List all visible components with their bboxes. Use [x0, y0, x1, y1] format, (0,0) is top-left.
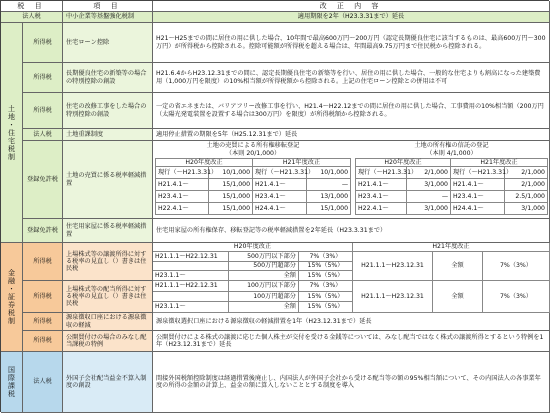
r5-right-r3-c2: H24.4.1〜	[451, 203, 505, 215]
r5-left-r1-c3: —	[307, 179, 351, 191]
r3-item: 住宅の改修工事をした場合の特別控除の創設	[63, 93, 153, 129]
r5-left-r2-c1: 15/1,000	[209, 191, 253, 203]
r8-right-scope: 全額	[433, 281, 483, 313]
r5-right-r0-c0: 現行（〜H21.3.31）	[355, 167, 407, 179]
r11-item: 外国子会社配当益金不算入制度の創設	[63, 352, 153, 413]
r7-left-r0-c2: 7%（3%）	[299, 252, 353, 262]
r7-left-r2-c1: 全額	[229, 271, 299, 281]
category-land-housing: 土地・住宅税制	[1, 23, 23, 243]
r5-left-h20: H20年度改正	[155, 158, 253, 167]
r10-item: 公開買付けの場合のみなし配当課税の特例	[63, 331, 153, 352]
r5-left-r2-c0: H23.4.1〜	[155, 191, 209, 203]
r9-tax: 所得税	[23, 313, 63, 331]
r5-right-r3-c1: 3/1,000	[407, 203, 451, 215]
r6-item: 住宅用家屋に係る税率軽減措置	[63, 219, 153, 243]
r8-left-r0-c2: 7%（3%）	[299, 281, 353, 292]
r7-left-r1-c2: 15%（5%）	[299, 262, 353, 272]
category-finance: 金融・証券税制	[1, 243, 23, 352]
r7-left-r0-c0: H21.1.1〜H22.12.31	[153, 252, 229, 262]
r10-tax: 所得税	[23, 331, 63, 352]
r7-left-r1-c0	[153, 262, 229, 272]
r10-content: 公開買付けによる株式の譲渡に応じた個人株主が交付を受ける金銭等については、みなし配当ではなく株式の譲渡所得とするという特例を1年（H23.12.31まで）延長	[153, 331, 550, 352]
r5-left-r3-c0: H22.4.1〜	[155, 203, 209, 215]
r8-content	[153, 281, 550, 313]
r3-content: 一定の省エネまたは、バリアフリー改修工事を行い、H21.4〜H22.12までの間に居住の用に供した場合、工事費用の10%相当額（200万円（太陽光発電装置を設置する場合は300万円）を限度）が所得税額から控除される。	[153, 93, 550, 129]
r5-left-r3-c2: H24.4.1〜	[253, 203, 307, 215]
r7-left-r2-c0: H23.1.1〜	[153, 271, 229, 281]
corp-tax-label: 法人税	[1, 12, 63, 23]
r5-item: 土地の売買に係る税率軽減措置	[63, 141, 153, 219]
r7-h21: H21年度改正	[353, 243, 550, 252]
r11-content: 間接外国税額控除制度は経過措置後廃止し、内国法人が外国子会社から受ける配当等の額の95%相当額について、その内国法人の各事業年度の所得の金額の計算上、益金の額に算入しないこととする制度を導入	[153, 352, 550, 413]
r5-left-r1-c2: H21.4.1〜	[253, 179, 307, 191]
r5-right-title: 土地の所有権の信託の登記	[414, 141, 489, 149]
r7-h20: H20年度改正	[153, 243, 353, 252]
r5-right-r1-c1: 3/1,000	[407, 179, 451, 191]
r5-left-r0-c0: 現行（〜H21.3.31）	[155, 167, 209, 179]
r5-left-h21: H21年度改正	[253, 158, 351, 167]
r5-left-r1-c0: H21.4.1〜	[155, 179, 209, 191]
r8-right-period: H21.1.1〜H23.12.31	[353, 281, 433, 313]
r2-content: H21.6.4からH23.12.31までの間に、認定長期優良住宅の新築等を行い、居住の用に供した場合、一般的な住宅よりも割高になった建築費用（1,000万円を限度）の10%相当額が所得税額から控除される。上記の住宅ローン控除との併用は不可	[153, 63, 550, 93]
r1-item: 住宅ローン控除	[63, 23, 153, 63]
r5-left-sub: （本則 20/1,000）	[225, 150, 281, 158]
r5-right-r2-c2: H23.4.1〜	[451, 191, 505, 203]
r5-left-title: 土地の売買による所有権移転登記	[206, 141, 300, 149]
r4-item: 土地重課制度	[63, 129, 153, 141]
r7-left-r1-c1: 500万円超部分	[229, 262, 299, 272]
r5-right-r2-c0: H23.4.1〜	[355, 191, 407, 203]
r8-item: 上場株式等の配当所得に対する税率の見直し（）書きは住民税	[63, 281, 153, 313]
r5-right-h20: H20年度改正	[355, 158, 451, 167]
r5-right-r0-c3: 2/1,000	[505, 167, 548, 179]
r5-content	[153, 141, 550, 219]
r5-right-sub: （本則 4/1,000）	[426, 150, 477, 158]
r8-left-r2-c1: 全額	[229, 302, 299, 313]
r5-left-r2-c3: 13/1,000	[307, 191, 351, 203]
r2-item: 長期優良住宅の新築等の場合の特別控除の創設	[63, 63, 153, 93]
header-tax-col: 税 目	[1, 1, 63, 12]
r5-tax: 登録免許税	[23, 141, 63, 219]
r5-left-r0-c3: 10/1,000	[307, 167, 351, 179]
r5-left-r0-c2: 現行（〜H21.3.31）	[253, 167, 307, 179]
r3-tax: 所得税	[23, 93, 63, 129]
r5-left-r0-c1: 10/1,000	[209, 167, 253, 179]
r5-right-r3-c3: 3/1,000	[505, 203, 548, 215]
r8-left-r1-c1: 100万円超部分	[229, 292, 299, 303]
r8-left-r2-c0: H23.1.1〜	[153, 302, 229, 313]
r2-tax: 所得税	[23, 63, 63, 93]
r5-right-h21: H21年度改正	[451, 158, 548, 167]
r6-content: 住宅用家屋の所有権保存、移転登記等の税率軽減措置を2年延長（H23.3.31まで）	[153, 219, 550, 243]
corp-item-label: 中小企業等基盤強化税制	[63, 12, 153, 23]
r9-item: 源泉徴収口座における源泉徴収の軽減	[63, 313, 153, 331]
r4-content: 適用停止措置の期限を5年（H25.12.31まで）延長	[153, 129, 550, 141]
r7-left-r0-c1: 500万円以下部分	[229, 252, 299, 262]
r1-tax: 所得税	[23, 23, 63, 63]
r5-right-r3-c0: H22.4.1〜	[355, 203, 407, 215]
header-item-col: 項 目	[63, 1, 153, 12]
r5-right-r1-c2: H21.4.1〜	[451, 179, 505, 191]
r8-left-r2-c2: 15%（5%）	[299, 302, 353, 313]
r8-left-r1-c0	[153, 292, 229, 303]
r8-tax: 所得税	[23, 281, 63, 313]
r7-content	[153, 243, 550, 281]
r5-right-r1-c0: H21.4.1〜	[355, 179, 407, 191]
r7-item: 上場株式等の譲渡所得に対する税率の見直し（）書きは住民税	[63, 243, 153, 281]
category-international: 国際課税	[1, 352, 23, 413]
r5-left-r2-c2: H23.4.1〜	[253, 191, 307, 203]
r5-left-r3-c1: 15/1,000	[209, 203, 253, 215]
r5-right-r1-c3: 2/1,000	[505, 179, 548, 191]
r8-left-r1-c2: 15%（5%）	[299, 292, 353, 303]
r5-left-r1-c1: 15/1,000	[209, 179, 253, 191]
r8-right-rate: 7%（3%）	[483, 281, 550, 313]
r6-tax: 登録免許税	[23, 219, 63, 243]
r7-tax: 所得税	[23, 243, 63, 281]
corp-content: 適用期限を2年（H23.3.31まで）延長	[153, 12, 550, 23]
r7-right-scope: 全額	[433, 252, 483, 281]
r5-right-r0-c2: 現行（〜H21.3.31）	[451, 167, 505, 179]
r7-right-rate: 7%（3%）	[483, 252, 550, 281]
r5-right-r2-c3: 2.5/1,000	[505, 191, 548, 203]
r7-left-r2-c2: 15%（5%）	[299, 271, 353, 281]
r8-left-r0-c0: H21.1.1〜H22.12.31	[153, 281, 229, 292]
r5-right-r0-c1: 2/1,000	[407, 167, 451, 179]
r1-content: H21〜H25までの間に居住の用に供した場合、10年間で最高600万円〜200万円（認定長期優良住宅に該当するものは、最高600万円〜300万円）が所得税から控除される。控除可能額が所得税を超える場合は、年間最高9.75万円まで住民税から控除される。	[153, 23, 550, 63]
r5-right-r2-c1: —	[407, 191, 451, 203]
r8-left-r0-c1: 100万円以下部分	[229, 281, 299, 292]
r7-right-period: H21.1.1〜H23.12.31	[353, 252, 433, 281]
r5-left-r3-c3: 15/1,000	[307, 203, 351, 215]
header-content-col: 改 正 内 容	[153, 1, 550, 12]
r9-content: 源泉徴収選択口座における源泉徴収の軽減措置を1年（H23.12.31まで）延長	[153, 313, 550, 331]
r4-tax: 法人税	[23, 129, 63, 141]
r11-tax: 法人税	[23, 352, 63, 413]
